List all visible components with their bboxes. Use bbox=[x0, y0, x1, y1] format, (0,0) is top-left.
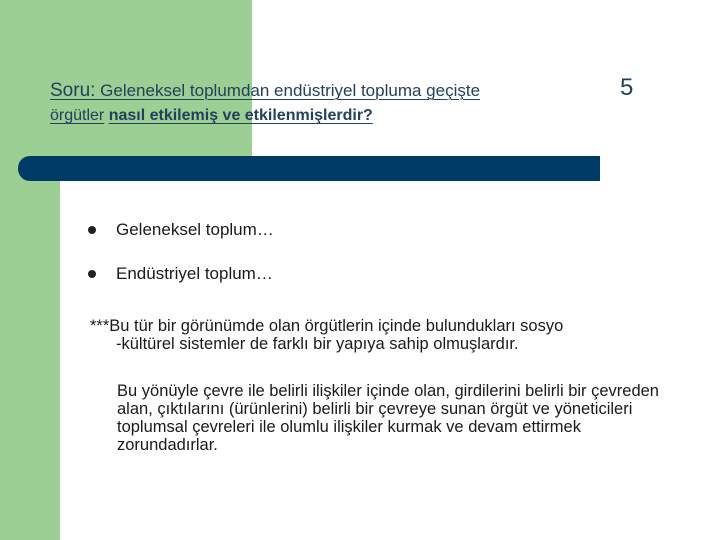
slide-number: 5 bbox=[620, 74, 634, 101]
bullet-text: Geleneksel toplum… bbox=[116, 220, 274, 239]
paragraph-2: Bu yönüyle çevre ile belirli ilişkiler içinde olan, girdilerini belirli bir çevreden alan, çıktılarını (ürünlerini) belirli bir çevreye sunan örgüt ve yöneticileri toplumsal çevreleri ile olumlu ilişkiler kurmak ve devam ettirmek zorundadırlar. bbox=[117, 382, 659, 454]
paragraph-1 bbox=[90, 317, 680, 353]
bullet-item bbox=[88, 262, 273, 286]
title-line-2 bbox=[50, 107, 373, 125]
title-line-1 bbox=[50, 80, 480, 102]
bullet-item bbox=[88, 218, 274, 242]
title-line-1-text: Geleneksel toplumdan endüstriyel topluma geçişte bbox=[95, 81, 481, 100]
green-accent-strip bbox=[0, 156, 60, 540]
slide-title bbox=[50, 74, 650, 136]
title-prefix: Soru: bbox=[50, 80, 96, 101]
title-line-2-bold: nasıl etkilemiş ve etkilenmişlerdir? bbox=[108, 107, 373, 124]
title-divider-bar bbox=[18, 156, 600, 181]
bullet-dot-icon bbox=[88, 226, 96, 234]
paragraph-1-line-1: ***Bu tür bir görünümde olan örgütlerin içinde bulundukları sosyo bbox=[90, 317, 564, 335]
title-line-2-plain: örgütler bbox=[50, 107, 105, 124]
paragraph-1-line-2: -kültürel sistemler de farklı bir yapıya sahip olmuşlardır. bbox=[116, 335, 519, 353]
bullet-text: Endüstriyel toplum… bbox=[116, 264, 273, 283]
bullet-dot-icon bbox=[88, 270, 96, 278]
